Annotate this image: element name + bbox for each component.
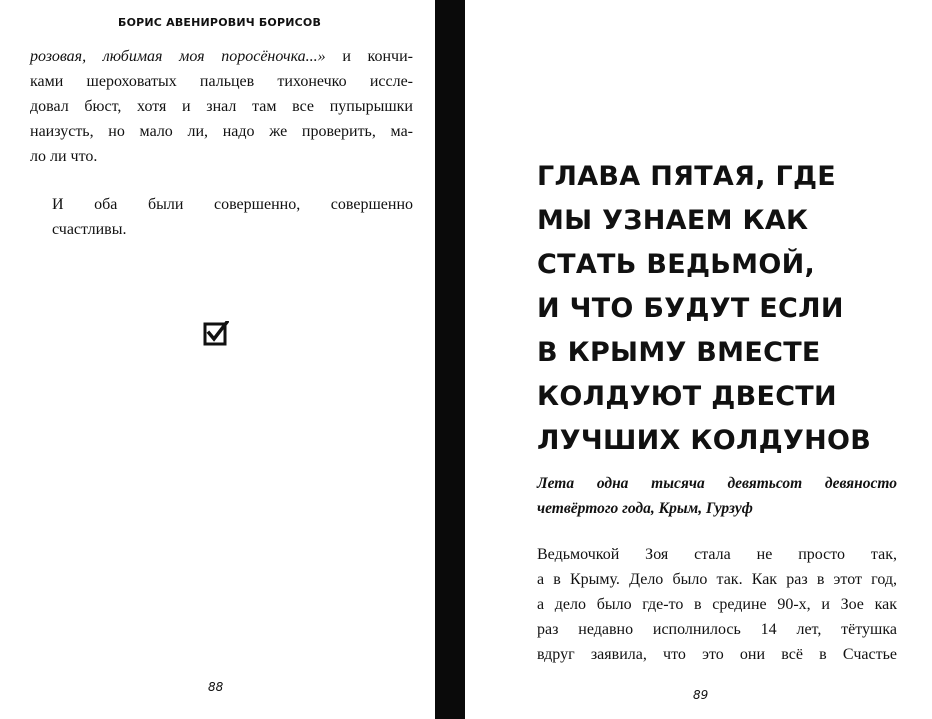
text-line: счастливы. xyxy=(52,221,127,238)
checked-box-icon xyxy=(203,321,229,347)
book-gutter xyxy=(435,0,465,719)
text-line: а в Крыму. Дело было так. Как раз в этот год, xyxy=(537,571,897,588)
dateline xyxy=(537,471,897,521)
dateline-line: Лета одна тысяча девятьсот девяносто xyxy=(537,475,897,492)
left-page xyxy=(0,0,435,719)
title-line: В КРЫМУ ВМЕСТЕ xyxy=(537,337,821,368)
text-line xyxy=(30,94,413,119)
paragraph-2 xyxy=(30,192,413,242)
text-line xyxy=(30,69,413,94)
page-number-right: 89 xyxy=(693,688,709,702)
text-run: наизусть, но мало ли, надо же проверить, ма- xyxy=(30,123,413,140)
text-line: Ведьмочкой Зоя стала не просто так, xyxy=(537,546,897,563)
title-line: И ЧТО БУДУТ ЕСЛИ xyxy=(537,293,844,324)
text-line: И оба были совершенно, совершенно xyxy=(52,196,413,213)
text-line xyxy=(30,119,413,144)
right-page xyxy=(465,0,932,719)
text-run: ло ли что. xyxy=(30,148,98,165)
title-line: ЛУЧШИХ КОЛДУНОВ xyxy=(537,425,872,456)
text-line xyxy=(30,44,413,69)
text-run: ками шероховатых пальцев тихонечко иссле- xyxy=(30,73,413,90)
text-line: вдруг заявила, что это они всё в Счастье xyxy=(537,646,897,663)
text-run: и кончи- xyxy=(325,48,413,65)
title-line: МЫ УЗНАЕМ КАК xyxy=(537,205,809,236)
text-line xyxy=(30,144,413,169)
title-line: СТАТЬ ВЕДЬМОЙ, xyxy=(537,249,816,280)
text-line: а дело было где-то в средине 90-х, и Зое как xyxy=(537,596,897,613)
page-number-left: 88 xyxy=(208,680,224,694)
paragraph-3 xyxy=(537,542,897,667)
title-line: КОЛДУЮТ ДВЕСТИ xyxy=(537,381,837,412)
text-run: довал бюст, хотя и знал там все пупырышки xyxy=(30,98,413,115)
italic-run: розовая, любимая моя поросёночка...» xyxy=(30,48,326,65)
paragraph-1 xyxy=(30,44,413,169)
dateline-line: четвёртого года, Крым, Гурзуф xyxy=(537,500,753,517)
running-head: БОРИС АВЕНИРОВИЧ БОРИСОВ xyxy=(118,16,322,29)
chapter-title xyxy=(537,155,871,463)
text-line: раз недавно исполнилось 14 лет, тётушка xyxy=(537,621,897,638)
title-line: ГЛАВА ПЯТАЯ, ГДЕ xyxy=(537,161,837,192)
